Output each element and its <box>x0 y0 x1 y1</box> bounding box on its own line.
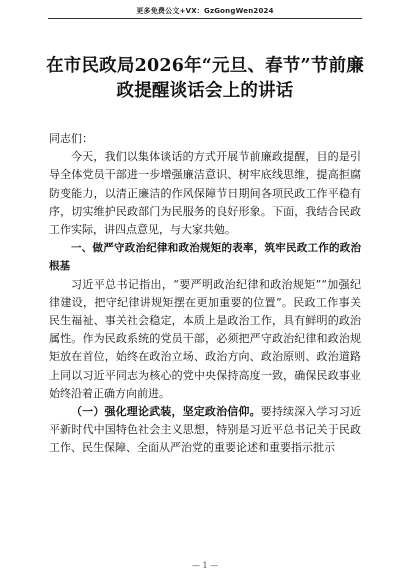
document-title: 在市民政局2026年“元旦、春节”节前廉政提醒谈话会上的讲话 <box>46 56 364 101</box>
header-divider <box>48 18 362 19</box>
subsection-1-paragraph <box>49 403 361 458</box>
subsection-1-text: 要持续深入学习习近平新时代中国特色社会主义思想，特别是习近平总书记关于民政工作、民生保障、全面从严治党的重要论述和重要指示批示 <box>49 405 361 455</box>
section-heading-1: 一、做严守政治纪律和政治规矩的表率，筑牢民政工作的政治根基 <box>49 242 361 273</box>
page-number: — 1 — <box>191 561 219 570</box>
section-1-paragraph: 习近平总书记指出，“要严明政治纪律和政治规矩”“加强纪律建设，把守纪律讲规矩摆在更加重要的位置”。民政工作事关民生福祉、事关社会稳定，本质上是政治工作，具有鲜明的政治属性。作为民政系统的党员干部，必须把严守政治纪律和政治规矩放在首位，始终在政治立场、政治方向、政治原则、政治道路上同以习近平同志为核心的党中央保持高度一致，确保民政事业始终沿着正确方向前进。 <box>49 277 361 400</box>
document-body <box>49 130 361 458</box>
intro-paragraph: 今天，我们以集体谈话的方式开展节前廉政提醒，目的是引导全体党员干部进一步增强廉洁意识、树牢底线思维，提高拒腐防变能力，以清正廉洁的作风保障节日期间各项民政工作平稳有序，切实维护民政部门为民服务的良好形象。下面，我结合民政工作实际，讲四点意见，与大家共勉。 <box>49 150 361 237</box>
header-banner: 更多免费公文+VX：GzGongWen2024 <box>136 7 274 15</box>
salutation: 同志们： <box>49 132 93 145</box>
subsection-heading-1: （一）强化理论武装，坚定政治信仰。 <box>71 405 261 419</box>
